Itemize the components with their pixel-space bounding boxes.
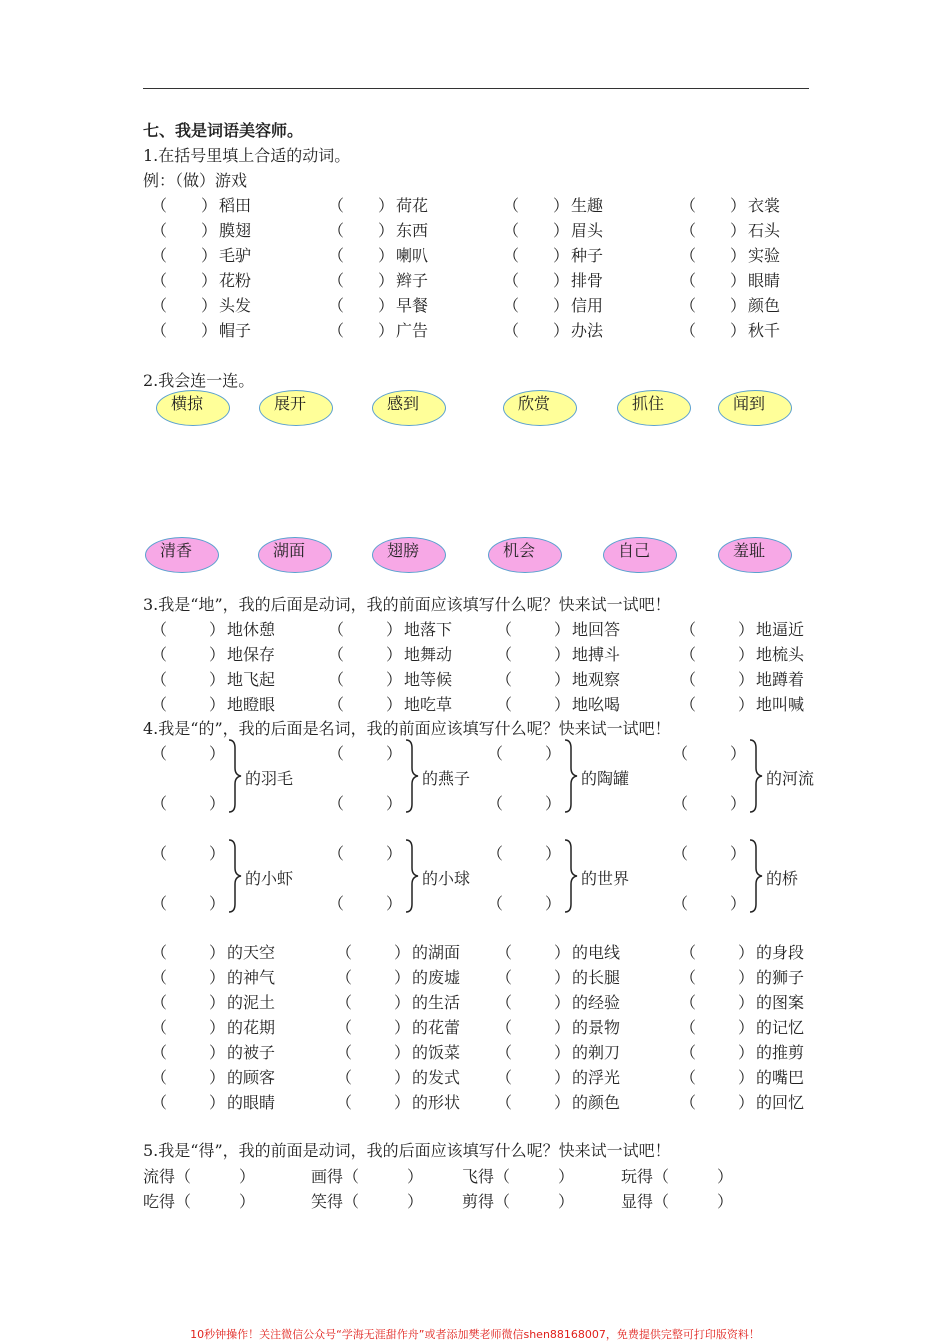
paren-left: （ <box>151 196 168 215</box>
q5-title: 5.我是“得”，我的前面是动词，我的后面应该填写什么呢？快来试一试吧！ <box>143 1141 671 1160</box>
paren-right: ） <box>545 894 562 913</box>
paren-left: （ <box>680 296 697 315</box>
paren-right: ） <box>730 246 747 265</box>
paren-left: （ <box>496 943 513 962</box>
paren-right: ） <box>553 296 570 315</box>
q4-word: 的电线 <box>572 943 621 962</box>
paren-right: ） <box>730 894 747 913</box>
paren-right: ） <box>554 620 571 639</box>
q3-word: 地保存 <box>227 645 276 664</box>
q1-word: 喇叭 <box>396 246 429 265</box>
q1-word: 秋千 <box>748 321 781 340</box>
q5-item: 显得（ ） <box>621 1192 734 1211</box>
q4-word: 的形状 <box>412 1093 461 1112</box>
paren-left: （ <box>151 321 168 340</box>
q1-word: 石头 <box>748 221 781 240</box>
q1-word: 信用 <box>571 296 604 315</box>
brace-icon <box>563 738 579 814</box>
q4-word: 的推剪 <box>756 1043 805 1062</box>
q4-word: 的长腿 <box>572 968 621 987</box>
paren-right: ） <box>554 645 571 664</box>
paren-right: ） <box>730 844 747 863</box>
match-oval-top[interactable]: 横掠 <box>156 390 230 426</box>
q1-word: 颜色 <box>748 296 781 315</box>
paren-right: ） <box>554 670 571 689</box>
paren-left: （ <box>151 1043 168 1062</box>
q4-word: 的景物 <box>572 1018 621 1037</box>
paren-left: （ <box>503 196 520 215</box>
paren-left: （ <box>503 221 520 240</box>
q4-brace-word: 的燕子 <box>422 769 471 788</box>
q4-word: 的神气 <box>227 968 276 987</box>
paren-left: （ <box>151 695 168 714</box>
paren-left: （ <box>680 246 697 265</box>
paren-left: （ <box>496 645 513 664</box>
q4-word: 的泥土 <box>227 993 276 1012</box>
paren-right: ） <box>738 620 755 639</box>
paren-left: （ <box>680 1043 697 1062</box>
paren-right: ） <box>209 695 226 714</box>
paren-left: （ <box>680 1018 697 1037</box>
q3-word: 地吆喝 <box>572 695 621 714</box>
paren-left: （ <box>503 296 520 315</box>
q1-word: 荷花 <box>396 196 429 215</box>
paren-left: （ <box>151 670 168 689</box>
paren-right: ） <box>201 271 218 290</box>
paren-left: （ <box>680 993 697 1012</box>
q5-item: 剪得（ ） <box>462 1192 575 1211</box>
match-oval-top[interactable]: 闻到 <box>718 390 792 426</box>
paren-right: ） <box>394 968 411 987</box>
paren-left: （ <box>151 246 168 265</box>
q3-word: 地瞪眼 <box>227 695 276 714</box>
paren-right: ） <box>209 1093 226 1112</box>
paren-left: （ <box>680 1093 697 1112</box>
paren-left: （ <box>151 1018 168 1037</box>
paren-right: ） <box>209 1068 226 1087</box>
q4-word: 的顾客 <box>227 1068 276 1087</box>
q4-brace-word: 的河流 <box>766 769 815 788</box>
paren-left: （ <box>151 221 168 240</box>
paren-right: ） <box>553 271 570 290</box>
paren-right: ） <box>209 844 226 863</box>
paren-right: ） <box>730 744 747 763</box>
paren-right: ） <box>738 1018 755 1037</box>
paren-left: （ <box>496 620 513 639</box>
paren-right: ） <box>738 1093 755 1112</box>
paren-left: （ <box>328 196 345 215</box>
q1-word: 衣裳 <box>748 196 781 215</box>
q5-item: 笑得（ ） <box>311 1192 424 1211</box>
paren-left: （ <box>672 744 689 763</box>
brace-icon <box>404 838 420 914</box>
paren-left: （ <box>680 1068 697 1087</box>
paren-right: ） <box>201 196 218 215</box>
paren-right: ） <box>545 794 562 813</box>
match-oval-top[interactable]: 欣赏 <box>503 390 577 426</box>
q4-word: 的生活 <box>412 993 461 1012</box>
paren-right: ） <box>394 1043 411 1062</box>
q4-word: 的花蕾 <box>412 1018 461 1037</box>
paren-left: （ <box>336 943 353 962</box>
paren-left: （ <box>680 221 697 240</box>
paren-right: ） <box>738 968 755 987</box>
paren-right: ） <box>730 296 747 315</box>
q4-word: 的身段 <box>756 943 805 962</box>
brace-icon <box>227 838 243 914</box>
paren-right: ） <box>738 943 755 962</box>
paren-left: （ <box>680 943 697 962</box>
paren-right: ） <box>386 620 403 639</box>
q1-title: 1.在括号里填上合适的动词。 <box>143 146 351 165</box>
paren-left: （ <box>672 794 689 813</box>
paren-left: （ <box>328 894 345 913</box>
q4-brace-word: 的世界 <box>581 869 630 888</box>
paren-right: ） <box>386 645 403 664</box>
paren-left: （ <box>680 321 697 340</box>
paren-right: ） <box>378 246 395 265</box>
q3-word: 地蹲着 <box>756 670 805 689</box>
q1-word: 广告 <box>396 321 429 340</box>
q2-title: 2.我会连一连。 <box>143 371 255 390</box>
paren-left: （ <box>151 1068 168 1087</box>
q4-word: 的花期 <box>227 1018 276 1037</box>
paren-left: （ <box>328 645 345 664</box>
q3-word: 地吃草 <box>404 695 453 714</box>
paren-right: ） <box>209 645 226 664</box>
q1-word: 帽子 <box>219 321 252 340</box>
q1-word: 东西 <box>396 221 429 240</box>
paren-right: ） <box>209 894 226 913</box>
paren-left: （ <box>503 271 520 290</box>
paren-right: ） <box>378 321 395 340</box>
paren-left: （ <box>496 670 513 689</box>
paren-right: ） <box>201 321 218 340</box>
q4-brace-word: 的小球 <box>422 869 471 888</box>
paren-right: ） <box>554 695 571 714</box>
paren-left: （ <box>680 968 697 987</box>
q4-word: 的被子 <box>227 1043 276 1062</box>
paren-right: ） <box>554 993 571 1012</box>
q1-word: 种子 <box>571 246 604 265</box>
q1-word: 头发 <box>219 296 252 315</box>
paren-right: ） <box>553 321 570 340</box>
paren-left: （ <box>328 321 345 340</box>
q4-word: 的嘴巴 <box>756 1068 805 1087</box>
q1-word: 排骨 <box>571 271 604 290</box>
paren-right: ） <box>553 246 570 265</box>
header-rule <box>143 88 809 89</box>
q4-word: 的发式 <box>412 1068 461 1087</box>
paren-right: ） <box>738 670 755 689</box>
paren-left: （ <box>151 271 168 290</box>
q3-word: 地舞动 <box>404 645 453 664</box>
paren-right: ） <box>554 1093 571 1112</box>
q1-word: 稻田 <box>219 196 252 215</box>
q4-word: 的废墟 <box>412 968 461 987</box>
paren-left: （ <box>336 1018 353 1037</box>
paren-left: （ <box>680 620 697 639</box>
paren-left: （ <box>336 1043 353 1062</box>
section-title: 七、我是词语美容师。 <box>143 121 304 140</box>
paren-left: （ <box>680 271 697 290</box>
paren-right: ） <box>209 670 226 689</box>
paren-left: （ <box>336 1093 353 1112</box>
paren-right: ） <box>386 794 403 813</box>
paren-right: ） <box>738 645 755 664</box>
paren-right: ） <box>209 794 226 813</box>
q5-item: 流得（ ） <box>143 1167 256 1186</box>
paren-right: ） <box>738 695 755 714</box>
paren-left: （ <box>328 620 345 639</box>
paren-left: （ <box>328 695 345 714</box>
paren-left: （ <box>503 321 520 340</box>
paren-left: （ <box>496 1093 513 1112</box>
paren-right: ） <box>553 221 570 240</box>
paren-right: ） <box>386 894 403 913</box>
q1-word: 办法 <box>571 321 604 340</box>
q1-word: 膜翅 <box>219 221 252 240</box>
paren-left: （ <box>151 1093 168 1112</box>
q3-word: 地休憩 <box>227 620 276 639</box>
paren-right: ） <box>730 221 747 240</box>
q4-word: 的浮光 <box>572 1068 621 1087</box>
paren-left: （ <box>151 794 168 813</box>
paren-left: （ <box>328 246 345 265</box>
paren-left: （ <box>151 894 168 913</box>
paren-left: （ <box>151 744 168 763</box>
paren-left: （ <box>151 645 168 664</box>
paren-right: ） <box>738 993 755 1012</box>
paren-left: （ <box>503 246 520 265</box>
paren-right: ） <box>209 1018 226 1037</box>
paren-left: （ <box>680 695 697 714</box>
paren-right: ） <box>394 1093 411 1112</box>
q3-word: 地逼近 <box>756 620 805 639</box>
q4-word: 的饭菜 <box>412 1043 461 1062</box>
q1-word: 毛驴 <box>219 246 252 265</box>
q1-word: 花粉 <box>219 271 252 290</box>
q4-word: 的回忆 <box>756 1093 805 1112</box>
match-oval-bottom[interactable]: 自己 <box>603 537 677 573</box>
q1-word: 实验 <box>748 246 781 265</box>
paren-right: ） <box>209 943 226 962</box>
q4-word: 的剃刀 <box>572 1043 621 1062</box>
q1-word: 生趣 <box>571 196 604 215</box>
paren-right: ） <box>386 695 403 714</box>
q3-word: 地落下 <box>404 620 453 639</box>
q5-item: 玩得（ ） <box>621 1167 734 1186</box>
paren-right: ） <box>554 968 571 987</box>
q4-brace-word: 的羽毛 <box>245 769 294 788</box>
match-oval-top[interactable]: 感到 <box>372 390 446 426</box>
paren-left: （ <box>680 670 697 689</box>
paren-right: ） <box>201 221 218 240</box>
paren-right: ） <box>394 1018 411 1037</box>
q4-brace-word: 的桥 <box>766 869 799 888</box>
paren-left: （ <box>336 1068 353 1087</box>
q1-word: 眼睛 <box>748 271 781 290</box>
paren-right: ） <box>730 196 747 215</box>
paren-right: ） <box>730 794 747 813</box>
paren-right: ） <box>201 246 218 265</box>
paren-left: （ <box>336 968 353 987</box>
paren-right: ） <box>378 221 395 240</box>
q3-word: 地叫喊 <box>756 695 805 714</box>
paren-left: （ <box>496 695 513 714</box>
paren-right: ） <box>554 943 571 962</box>
q1-word: 眉头 <box>571 221 604 240</box>
paren-right: ） <box>554 1018 571 1037</box>
match-oval-bottom[interactable]: 翅膀 <box>372 537 446 573</box>
brace-icon <box>404 738 420 814</box>
q3-word: 地观察 <box>572 670 621 689</box>
paren-right: ） <box>209 744 226 763</box>
match-oval-bottom[interactable]: 羞耻 <box>718 537 792 573</box>
paren-left: （ <box>328 844 345 863</box>
paren-right: ） <box>201 296 218 315</box>
paren-left: （ <box>487 794 504 813</box>
q4-word: 的狮子 <box>756 968 805 987</box>
q1-example: 例：（做）游戏 <box>143 171 248 190</box>
paren-left: （ <box>151 943 168 962</box>
paren-left: （ <box>680 645 697 664</box>
q3-title: 3.我是“地”，我的后面是动词，我的前面应该填写什么呢？快来试一试吧！ <box>143 595 671 614</box>
footer-note: 10秒钟操作！关注微信公众号“学海无涯甜作舟”或者添加樊老师微信shen88168007，免费提供完整可打印版资料！ <box>190 1328 760 1341</box>
paren-right: ） <box>394 1068 411 1087</box>
paren-right: ） <box>730 321 747 340</box>
paren-right: ） <box>554 1068 571 1087</box>
paren-right: ） <box>738 1043 755 1062</box>
q4-word: 的天空 <box>227 943 276 962</box>
paren-left: （ <box>328 794 345 813</box>
q3-word: 地梳头 <box>756 645 805 664</box>
paren-left: （ <box>328 744 345 763</box>
paren-left: （ <box>680 196 697 215</box>
paren-right: ） <box>378 296 395 315</box>
paren-right: ） <box>394 943 411 962</box>
match-oval-bottom[interactable]: 湖面 <box>258 537 332 573</box>
brace-icon <box>748 838 764 914</box>
match-oval-bottom[interactable]: 机会 <box>488 537 562 573</box>
paren-right: ） <box>209 993 226 1012</box>
brace-icon <box>748 738 764 814</box>
paren-left: （ <box>496 1068 513 1087</box>
paren-right: ） <box>545 844 562 863</box>
paren-left: （ <box>496 1018 513 1037</box>
paren-left: （ <box>151 844 168 863</box>
paren-left: （ <box>328 670 345 689</box>
paren-left: （ <box>151 993 168 1012</box>
q3-word: 地飞起 <box>227 670 276 689</box>
paren-right: ） <box>386 744 403 763</box>
paren-right: ） <box>554 1043 571 1062</box>
q4-title: 4.我是“的”，我的后面是名词，我的前面应该填写什么呢？快来试一试吧！ <box>143 719 671 738</box>
paren-left: （ <box>487 844 504 863</box>
paren-left: （ <box>496 968 513 987</box>
q4-word: 的图案 <box>756 993 805 1012</box>
q4-brace-word: 的陶罐 <box>581 769 630 788</box>
brace-icon <box>227 738 243 814</box>
q4-word: 的经验 <box>572 993 621 1012</box>
paren-left: （ <box>496 993 513 1012</box>
paren-left: （ <box>496 1043 513 1062</box>
match-oval-top[interactable]: 展开 <box>259 390 333 426</box>
paren-right: ） <box>545 744 562 763</box>
paren-right: ） <box>730 271 747 290</box>
paren-left: （ <box>487 744 504 763</box>
match-oval-bottom[interactable]: 清香 <box>145 537 219 573</box>
q1-word: 早餐 <box>396 296 429 315</box>
paren-right: ） <box>386 670 403 689</box>
paren-left: （ <box>151 296 168 315</box>
match-oval-top[interactable]: 抓住 <box>617 390 691 426</box>
q5-item: 吃得（ ） <box>143 1192 256 1211</box>
q3-word: 地等候 <box>404 670 453 689</box>
paren-right: ） <box>378 271 395 290</box>
paren-right: ） <box>209 1043 226 1062</box>
paren-right: ） <box>209 968 226 987</box>
paren-right: ） <box>394 993 411 1012</box>
q4-word: 的颜色 <box>572 1093 621 1112</box>
q5-item: 飞得（ ） <box>462 1167 575 1186</box>
paren-left: （ <box>672 844 689 863</box>
paren-right: ） <box>738 1068 755 1087</box>
paren-left: （ <box>328 296 345 315</box>
brace-icon <box>563 838 579 914</box>
q4-word: 的湖面 <box>412 943 461 962</box>
paren-left: （ <box>336 993 353 1012</box>
q4-brace-word: 的小虾 <box>245 869 294 888</box>
paren-left: （ <box>151 620 168 639</box>
q3-word: 地回答 <box>572 620 621 639</box>
q5-item: 画得（ ） <box>311 1167 424 1186</box>
q4-word: 的记忆 <box>756 1018 805 1037</box>
q1-word: 辫子 <box>396 271 429 290</box>
q3-word: 地搏斗 <box>572 645 621 664</box>
paren-left: （ <box>672 894 689 913</box>
paren-left: （ <box>328 271 345 290</box>
paren-right: ） <box>378 196 395 215</box>
paren-left: （ <box>487 894 504 913</box>
paren-left: （ <box>328 221 345 240</box>
paren-right: ） <box>209 620 226 639</box>
q4-word: 的眼睛 <box>227 1093 276 1112</box>
paren-right: ） <box>553 196 570 215</box>
paren-right: ） <box>386 844 403 863</box>
paren-left: （ <box>151 968 168 987</box>
